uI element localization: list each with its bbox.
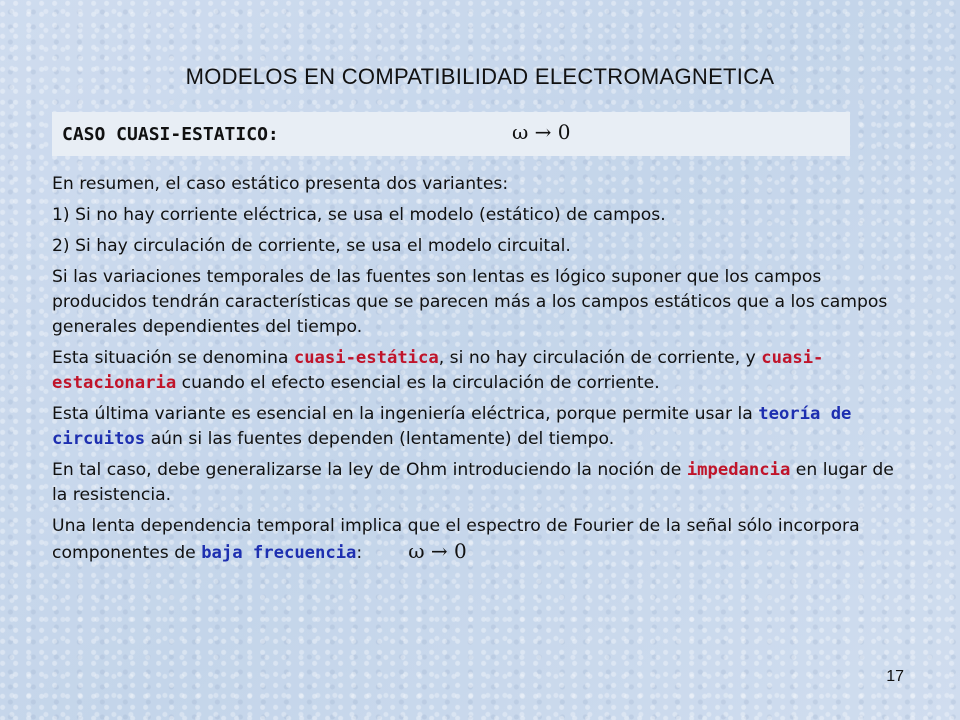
case-heading-box [52,112,850,156]
term-cuasi-estatica: cuasi-estática [293,348,439,368]
paragraph-variant-1: 1) Si no hay corriente eléctrica, se usa el modelo (estático) de campos. [52,205,666,225]
text-segment: En tal caso, debe generalizarse la ley de Ohm introduciendo la noción de [52,460,687,480]
term-cuasi-estacionaria: cuasi-estacionaria [52,348,824,393]
slide-body [52,172,912,572]
paragraph-slow-variations: Si las variaciones temporales de las fuentes son lentas es lógico suponer que los campos producidos tendrán características que se parecen más a los campos estáticos que a los campos generales dependientes del tiempo. [52,267,888,337]
text-segment: Esta situación se denomina [52,348,294,368]
omega-to-zero-formula: ω → 0 [408,539,467,563]
paragraph-low-frequency [52,514,912,566]
text-segment: : [356,543,363,563]
case-label: CASO CUASI-ESTATICO: [62,123,279,145]
text-segment: en lugar de la resistencia. [52,460,894,505]
paragraph-impedance [52,458,912,508]
text-segment: Una lenta dependencia temporal implica que el espectro de Fourier de la señal sólo incorpora componentes de [52,516,860,563]
text-segment: aún si las fuentes dependen (lentamente) del tiempo. [145,429,615,449]
page-number: 17 [886,668,904,685]
paragraph-quasi-static [52,346,912,396]
slide-title: MODELOS EN COMPATIBILIDAD ELECTROMAGNETICA [185,64,775,89]
term-impedancia: impedancia [686,460,791,480]
paragraph-variant-2: 2) Si hay circulación de corriente, se usa el modelo circuital. [52,236,571,256]
text-segment: Esta última variante es esencial en la ingeniería eléctrica, porque permite usar la [52,404,759,424]
term-baja-frecuencia: baja frecuencia [201,543,357,563]
text-segment: , si no hay circulación de corriente, y [438,348,762,368]
text-segment: cuando el efecto esencial es la circulación de corriente. [176,373,660,393]
paragraph-circuit-theory [52,402,912,452]
term-teoria-de-circuitos: teoría de circuitos [52,404,852,449]
paragraph-summary: En resumen, el caso estático presenta dos variantes: [52,174,509,194]
omega-to-zero-formula: ω → 0 [512,120,571,144]
